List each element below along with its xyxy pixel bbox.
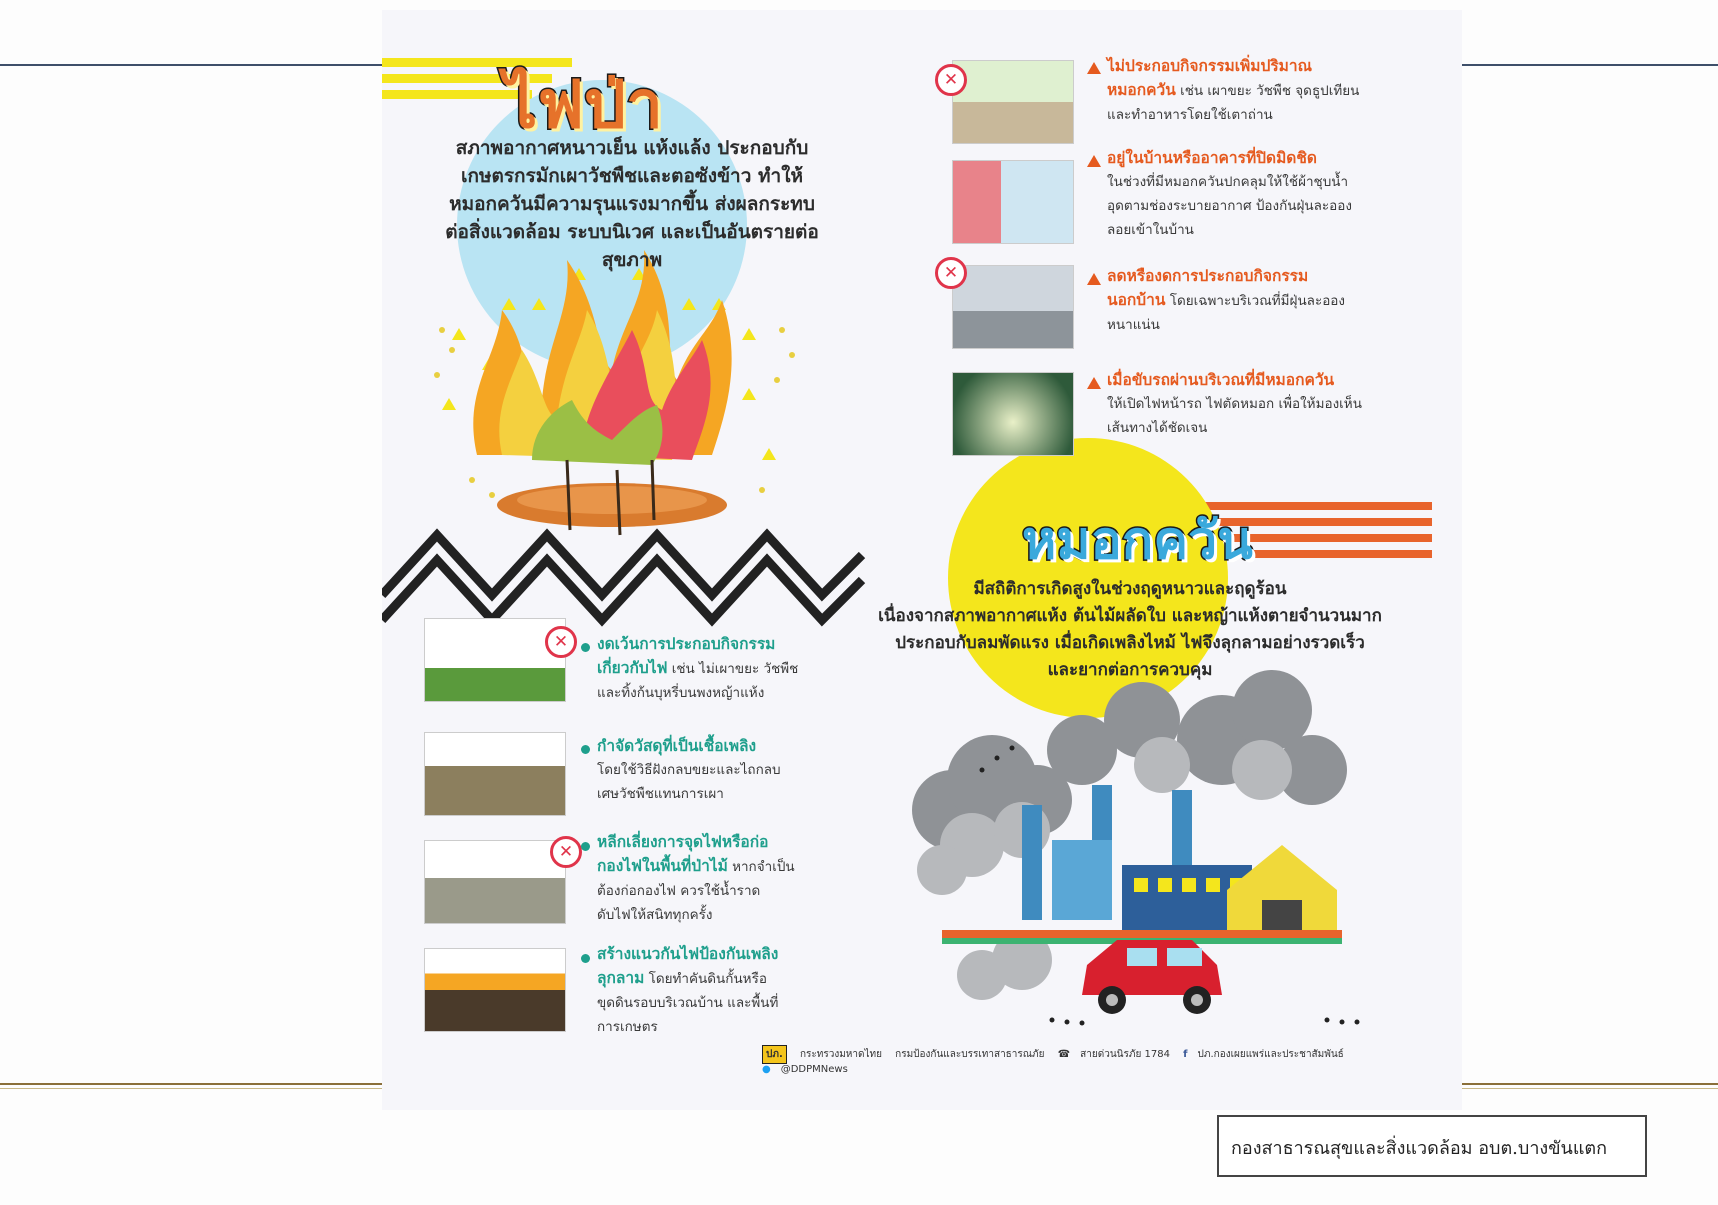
item-heading-cont: ลุกลาม bbox=[597, 969, 645, 987]
phone-icon: ☎ bbox=[1057, 1049, 1071, 1060]
facebook-page: ปภ.กองเผยแพร่และประชาสัมพันธ์ bbox=[1197, 1049, 1344, 1060]
item-heading-cont: หมอกควัน bbox=[1107, 81, 1176, 99]
prohibited-icon: ✕ bbox=[935, 64, 967, 96]
wildfire-intro-line: สภาพอากาศหนาวเย็น แห้งแล้ง ประกอบกับ bbox=[455, 137, 809, 159]
twitter-handle: @DDPMNews bbox=[780, 1064, 848, 1075]
warning-triangle-icon bbox=[1087, 155, 1101, 167]
item-heading-cont: นอกบ้าน bbox=[1107, 291, 1166, 309]
foggy-driving-illustration bbox=[952, 372, 1074, 456]
item-heading: เมื่อขับรถผ่านบริเวณที่มีหมอกควัน bbox=[1107, 371, 1335, 389]
bullet-icon bbox=[581, 954, 590, 963]
wildfire-title: ไฟป่า bbox=[504, 66, 663, 143]
smoke-item-3 bbox=[1107, 264, 1447, 337]
item-body: ลอยเข้าในบ้าน bbox=[1107, 222, 1194, 238]
warning-triangle-icon bbox=[1087, 273, 1101, 285]
item-body: หนาแน่น bbox=[1107, 317, 1160, 333]
item-body: เส้นทางได้ชัดเจน bbox=[1107, 420, 1208, 436]
item-body: ขุดดินรอบบริเวณบ้าน และพื้นที่ bbox=[597, 995, 779, 1011]
smoke-intro-line: และยากต่อการควบคุม bbox=[1047, 660, 1213, 680]
no-burning-illustration bbox=[424, 618, 566, 702]
item-body: ดับไฟให้สนิททุกครั้ง bbox=[597, 907, 713, 923]
wildfire-intro-line: หมอกควันมีความรุนแรงมากขึ้น ส่งผลกระทบ bbox=[449, 193, 815, 215]
infographic-poster bbox=[382, 10, 1462, 1110]
wildfire-item-1 bbox=[597, 632, 867, 705]
item-body: อุดตามช่องระบายอากาศ ป้องกันฝุ่นละออง bbox=[1107, 198, 1352, 214]
item-body: โดยทำคันดินกั้นหรือ bbox=[644, 971, 767, 987]
wildfire-intro-line: เกษตรกรมักเผาวัชพืชและตอซังข้าว ทำให้ bbox=[460, 165, 804, 187]
smoke-item-2 bbox=[1107, 146, 1447, 242]
item-body: และทิ้งก้นบุหรี่บนพงหญ้าแห้ง bbox=[597, 685, 765, 701]
item-body: เศษวัชพืชแทนการเผา bbox=[597, 786, 724, 802]
smoke-intro bbox=[850, 576, 1410, 684]
ddpm-seal: ปภ. bbox=[762, 1045, 787, 1064]
office-stamp bbox=[1217, 1115, 1647, 1177]
wildfire-item-4 bbox=[597, 942, 867, 1039]
item-heading-cont: กองไฟในพื้นที่ป่าไม้ bbox=[597, 857, 728, 875]
item-heading-cont: เกี่ยวกับไฟ bbox=[597, 659, 668, 677]
smoke-intro-line: ประกอบกับลมพัดแรง เมื่อเกิดเพลิงไหม้ ไฟจึงลุกลามอย่างรวดเร็ว bbox=[895, 633, 1365, 653]
item-body: โดยเฉพาะบริเวณที่มีฝุ่นละออง bbox=[1165, 293, 1346, 309]
smoke-item-1 bbox=[1107, 54, 1447, 127]
firebreak-illustration bbox=[424, 948, 566, 1032]
wildfire-intro-line: ต่อสิ่งแวดล้อม ระบบนิเวศ และเป็นอันตรายต่อสุขภาพ bbox=[445, 221, 819, 271]
item-heading: ลดหรืองดการประกอบกิจกรรม bbox=[1107, 267, 1309, 285]
item-heading: อยู่ในบ้านหรืออาคารที่ปิดมิดชิด bbox=[1107, 149, 1317, 167]
bullet-icon bbox=[581, 643, 590, 652]
warning-triangle-icon bbox=[1087, 62, 1101, 74]
item-body: และทำอาหารโดยใช้เตาถ่าน bbox=[1107, 107, 1273, 123]
item-body: ในช่วงที่มีหมอกควันปกคลุมให้ใช้ผ้าชุบน้ำ bbox=[1107, 174, 1349, 190]
ministry-name: กระทรวงมหาดไทย bbox=[799, 1049, 882, 1060]
no-smoke-activity-illustration bbox=[952, 60, 1074, 144]
office-stamp-label: กองสาธารณสุขและสิ่งแวดล้อม อบต.บางขันแตก bbox=[1231, 1138, 1608, 1159]
item-heading: ไม่ประกอบกิจกรรมเพิ่มปริมาณ bbox=[1107, 57, 1312, 75]
smoke-intro-line: มีสถิติการเกิดสูงในช่วงฤดูหนาวและฤดูร้อน bbox=[973, 579, 1287, 599]
wildfire-intro bbox=[422, 134, 842, 274]
item-heading: สร้างแนวกันไฟป้องกันเพลิง bbox=[597, 945, 779, 963]
item-body: การเกษตร bbox=[597, 1019, 658, 1035]
warning-triangle-icon bbox=[1087, 377, 1101, 389]
item-heading: งดเว้นการประกอบกิจกรรม bbox=[597, 635, 776, 653]
bullet-icon bbox=[581, 842, 590, 851]
campfire-illustration bbox=[424, 840, 566, 924]
item-body: เช่น ไม่เผาขยะ วัชพืช bbox=[667, 661, 799, 677]
smoke-title: หมอกควัน bbox=[1022, 511, 1253, 571]
bullet-icon bbox=[581, 745, 590, 754]
prohibited-icon: ✕ bbox=[935, 257, 967, 289]
wildfire-item-2 bbox=[597, 734, 867, 806]
item-body: ให้เปิดไฟหน้ารถ ไฟตัดหมอก เพื่อให้มองเห็น bbox=[1107, 396, 1362, 412]
item-body: หากจำเป็น bbox=[727, 859, 795, 875]
item-body: โดยใช้วิธีฝังกลบขยะและไถกลบ bbox=[597, 762, 781, 778]
item-body: ต้องก่อกองไฟ ควรใช้น้ำราด bbox=[597, 883, 761, 899]
department-name: กรมป้องกันและบรรเทาสาธารณภัย bbox=[895, 1049, 1045, 1060]
prohibited-icon: ✕ bbox=[545, 626, 577, 658]
hotline: สายด่วนนิรภัย 1784 bbox=[1080, 1049, 1170, 1060]
smoke-intro-line: เนื่องจากสภาพอากาศแห้ง ต้นไม้ผลัดใบ และหญ้าแห้งตายจำนวนมาก bbox=[878, 606, 1382, 626]
close-windows-illustration bbox=[952, 160, 1074, 244]
item-heading: หลีกเลี่ยงการจุดไฟหรือก่อ bbox=[597, 833, 769, 851]
item-heading: กำจัดวัสดุที่เป็นเชื้อเพลิง bbox=[597, 737, 757, 755]
smoke-item-4 bbox=[1107, 368, 1447, 440]
wildfire-item-3 bbox=[597, 830, 867, 927]
clear-fuel-illustration bbox=[424, 732, 566, 816]
outdoor-activity-illustration bbox=[952, 265, 1074, 349]
twitter-icon: ● bbox=[762, 1064, 771, 1075]
facebook-icon: f bbox=[1183, 1049, 1188, 1060]
prohibited-icon: ✕ bbox=[550, 836, 582, 868]
credits-footer bbox=[762, 1045, 1382, 1075]
item-body: เช่น เผาขยะ วัชพืช จุดธูปเทียน bbox=[1175, 83, 1360, 99]
